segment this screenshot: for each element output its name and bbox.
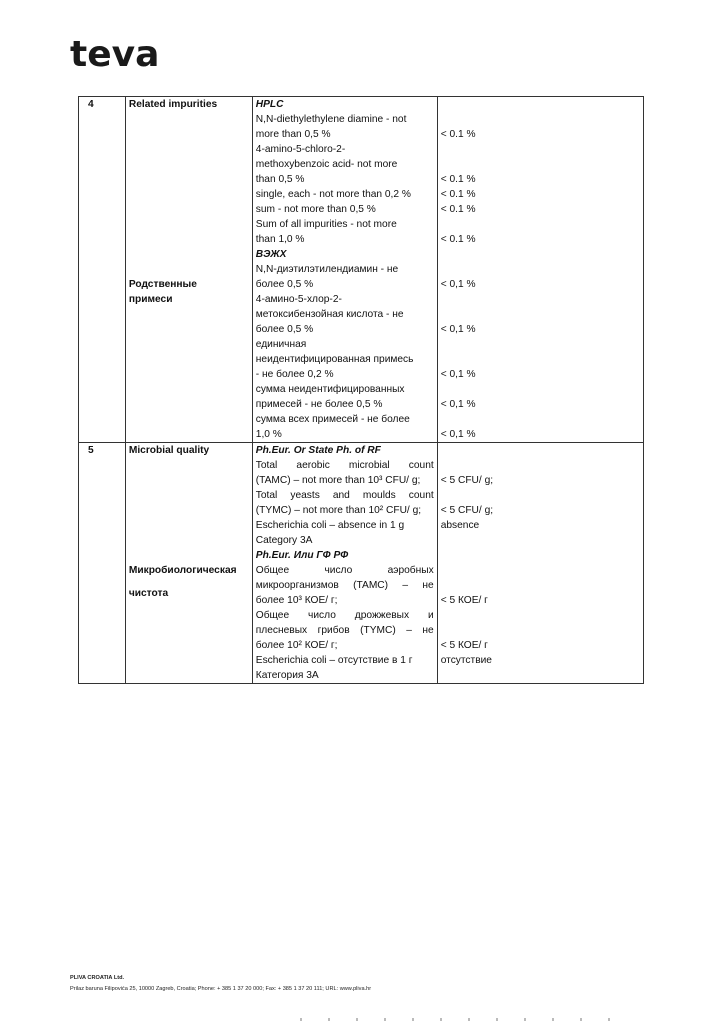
result-value: [441, 608, 640, 623]
result-value: [441, 412, 640, 427]
specification-line: than 0,5 %: [255, 174, 305, 185]
parameter-cell: [125, 97, 252, 443]
result-value: < 0,1 %: [440, 429, 476, 440]
scan-artifact: [300, 1018, 630, 1021]
result-value: < 5 КОЕ/ г: [440, 595, 488, 606]
parameter-name-en: Microbial quality: [128, 445, 210, 456]
result-value: [441, 563, 640, 578]
result-cell: [437, 97, 643, 443]
result-value: [441, 307, 640, 322]
result-value: [441, 382, 640, 397]
specification-line: более 10³ КОЕ/ г;: [255, 595, 338, 606]
specification-line: Общее число аэробных: [255, 565, 434, 576]
result-value: [441, 247, 640, 262]
result-value: absence: [440, 520, 480, 531]
result-value: [441, 578, 640, 593]
result-value: [441, 262, 640, 277]
footer-address: Prilaz baruna Filipovića 25, 10000 Zagreb, Croatia; Phone: + 385 1 37 20 000; Fax: + 385 1 37 20 111; URL: www.pliva.hr: [70, 986, 372, 992]
specification-line: 4-амино-5-хлор-2-: [255, 294, 342, 305]
teva-logo: teva: [70, 34, 160, 75]
result-value: [441, 533, 640, 548]
result-value: < 0.1 %: [440, 129, 476, 140]
specification-line: неидентифицированная примесь: [255, 354, 414, 365]
specification-line: сумма всех примесей - не более: [255, 414, 410, 425]
parameter-name-ru: Микробиологическая: [128, 565, 237, 576]
parameter-name-ru: Родственные: [128, 279, 197, 290]
specification-line: single, each - not more than 0,2 %: [255, 189, 411, 200]
specification-line: единичная: [255, 339, 307, 350]
specification-line: метоксибензойная кислота - не: [255, 309, 404, 320]
result-value: < 0,1 %: [440, 279, 476, 290]
result-value: [441, 548, 640, 563]
spec-row: [79, 443, 644, 684]
specification-line: более 0,5 %: [255, 324, 314, 335]
result-value: [441, 217, 640, 232]
result-value: [441, 488, 640, 503]
specification-cell: [252, 97, 437, 443]
specification-line: более 0,5 %: [255, 279, 314, 290]
specification-line: (TAMC) – not more than 10³ CFU/ g;: [255, 475, 421, 486]
result-value: < 0.1 %: [440, 189, 476, 200]
row-number: 5: [79, 443, 126, 684]
result-value: [441, 292, 640, 307]
parameter-name-en: Related impurities: [128, 99, 218, 110]
parameter-cell: [125, 443, 252, 684]
result-value: < 0.1 %: [440, 204, 476, 215]
spec-row: [79, 97, 644, 443]
specification-line: than 1,0 %: [255, 234, 305, 245]
parameter-name-ru: чистота: [128, 588, 169, 599]
specification-cell: [252, 443, 437, 684]
specification-line: 4-amino-5-chloro-2-: [255, 144, 346, 155]
specification-line: more than 0,5 %: [255, 129, 331, 140]
specification-line: 1,0 %: [255, 429, 282, 440]
result-value: [441, 337, 640, 352]
result-value: [441, 142, 640, 157]
result-value: < 0,1 %: [440, 399, 476, 410]
result-cell: [437, 443, 643, 684]
specification-line: Общее число дрожжевых и: [255, 610, 434, 621]
result-value: [441, 112, 640, 127]
result-value: [441, 157, 640, 172]
specification-line: Escherichia coli – absence in 1 g: [255, 520, 405, 531]
result-value: отсутствие: [440, 655, 492, 666]
specification-line: плесневых грибов (TYMC) – не: [255, 625, 434, 636]
method-heading: ВЭЖХ: [255, 249, 287, 260]
result-value: [441, 668, 640, 683]
specification-line: N,N-диэтилэтилендиамин - не: [255, 264, 399, 275]
method-heading: Ph.Eur. Or State Ph. of RF: [255, 445, 381, 456]
specification-line: (TYMC) – not more than 10² CFU/ g;: [255, 505, 422, 516]
result-value: [441, 443, 640, 458]
specification-line: sum - not more than 0,5 %: [255, 204, 376, 215]
specification-line: более 10² КОЕ/ г;: [255, 640, 338, 651]
specification-table-body: [79, 97, 644, 684]
footer: [70, 973, 371, 995]
specification-line: Категория 3А: [255, 670, 319, 681]
result-value: < 5 КОЕ/ г: [440, 640, 488, 651]
specification-line: сумма неидентифицированных: [255, 384, 405, 395]
method-heading: Ph.Eur. Или ГФ РФ: [255, 550, 349, 561]
result-value: [441, 352, 640, 367]
footer-company: PLIVA CROATIA Ltd.: [70, 975, 125, 981]
specification-line: methoxybenzoic acid- not more: [255, 159, 398, 170]
specification-line: Total yeasts and moulds count: [255, 490, 434, 501]
specification-line: Category 3A: [255, 535, 313, 546]
specification-line: Sum of all impurities - not more: [255, 219, 397, 230]
result-value: [441, 458, 640, 473]
result-value: < 5 CFU/ g;: [440, 475, 494, 486]
method-heading: HPLC: [255, 99, 284, 110]
row-number: 4: [79, 97, 126, 443]
result-value: < 0,1 %: [440, 324, 476, 335]
specification-line: Escherichia coli – отсутствие в 1 г: [255, 655, 413, 666]
parameter-name-ru: примеси: [128, 294, 173, 305]
specification-line: N,N-diethylethylene diamine - not: [255, 114, 407, 125]
specification-line: микроорганизмов (TAMC) – не: [255, 580, 434, 591]
result-value: < 0,1 %: [440, 369, 476, 380]
result-value: < 0.1 %: [440, 174, 476, 185]
specification-line: Total aerobic microbial count: [255, 460, 434, 471]
result-value: < 0.1 %: [440, 234, 476, 245]
specification-line: примесей - не более 0,5 %: [255, 399, 383, 410]
result-value: < 5 CFU/ g;: [440, 505, 494, 516]
result-value: [441, 623, 640, 638]
specification-line: - не более 0,2 %: [255, 369, 334, 380]
specification-table: [78, 96, 644, 684]
result-value: [441, 97, 640, 112]
